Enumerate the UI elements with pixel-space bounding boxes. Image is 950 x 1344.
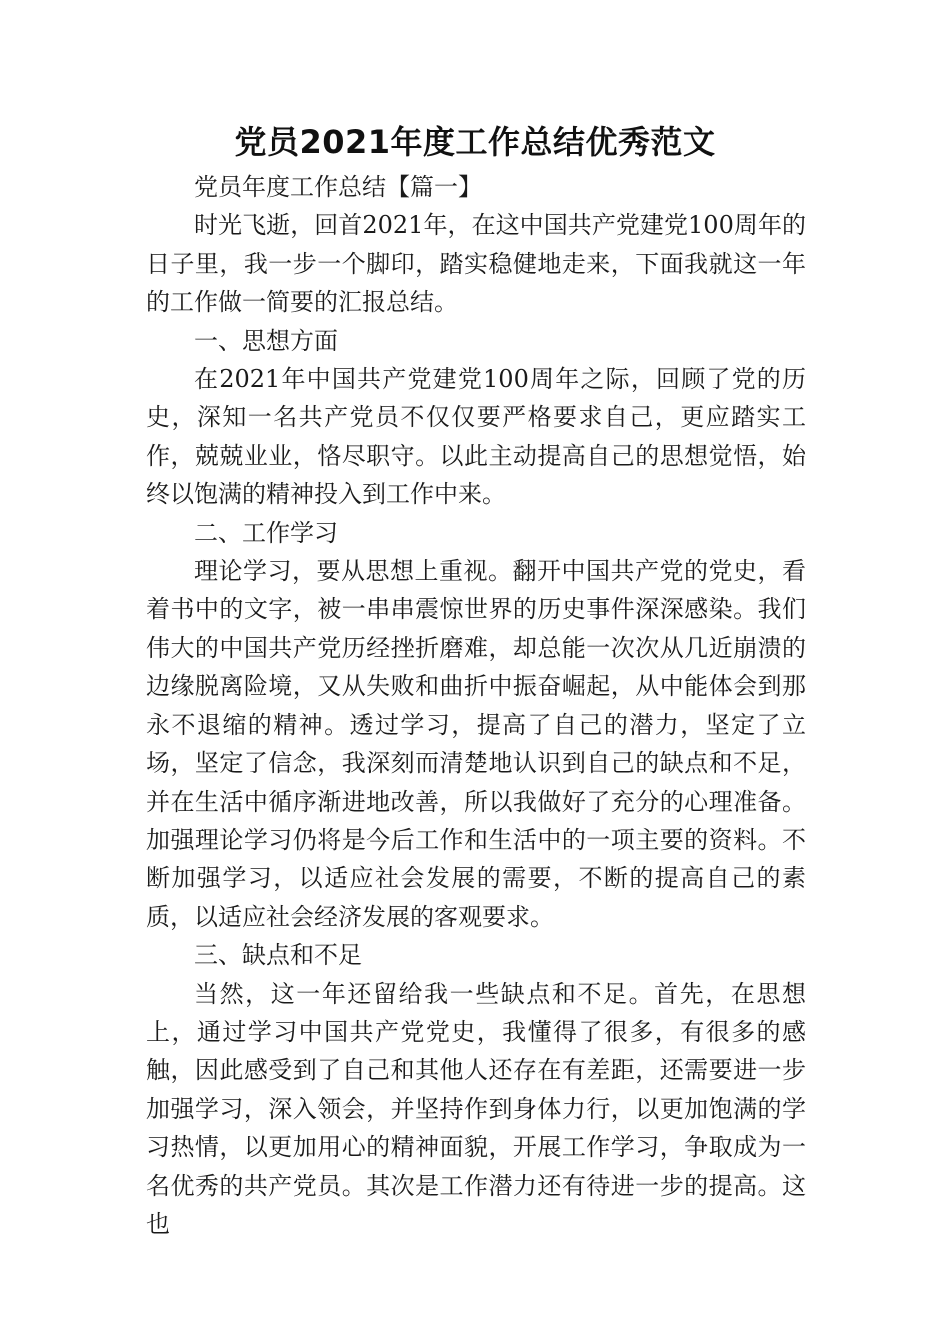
document-body [146,168,806,1243]
section-heading-part-one: 党员年度工作总结【篇一】 [194,173,482,201]
paragraph-intro: 时光飞逝，回首2021年，在这中国共产党建党100周年的日子里，我一步一个脚印，踏实稳健地走来，下面我就这一年的工作做一简要的汇报总结。 [146,211,806,317]
section-heading-thought: 一、思想方面 [194,326,338,355]
section-heading-work-study: 二、工作学习 [194,518,338,547]
section-heading-shortcomings: 三、缺点和不足 [194,941,362,970]
paragraph-shortcomings: 当然，这一年还留给我一些缺点和不足。首先，在思想上，通过学习中国共产党党史，我懂得了很多，有很多的感触，因此感受到了自己和其他人还存在有差距，还需要进一步加强学习，深入领会，并坚持作到身体力行，以更加饱满的学习热情，以更加用心的精神面貌，开展工作学习，争取成为一名优秀的共产党员。其次是工作潜力还有待进一步的提高。这也 [146,979,806,1238]
paragraph-work-study: 理论学习，要从思想上重视。翻开中国共产党的党史，看着书中的文字，被一串串震惊世界的历史事件深深感染。我们伟大的中国共产党历经挫折磨难，却总能一次次从几近崩溃的边缘脱离险境，又从失败和曲折中振奋崛起，从中能体会到那永不退缩的精神。透过学习，提高了自己的潜力，坚定了立场，坚定了信念，我深刻而清楚地认识到自己的缺点和不足，并在生活中循序渐进地改善，所以我做好了充分的心理准备。加强理论学习仍将是今后工作和生活中的一项主要的资料。不断加强学习，以适应社会发展的需要，不断的提高自己的素质，以适应社会经济发展的客观要求。 [146,557,806,931]
document-title: 党员2021年度工作总结优秀范文 [234,123,716,161]
paragraph-thought: 在2021年中国共产党建党100周年之际，回顾了党的历史，深知一名共产党员不仅仅要严格要求自己，更应踏实工作，兢兢业业，恪尽职守。以此主动提高自己的思想觉悟，始终以饱满的精神投入到工作中来。 [146,365,806,509]
